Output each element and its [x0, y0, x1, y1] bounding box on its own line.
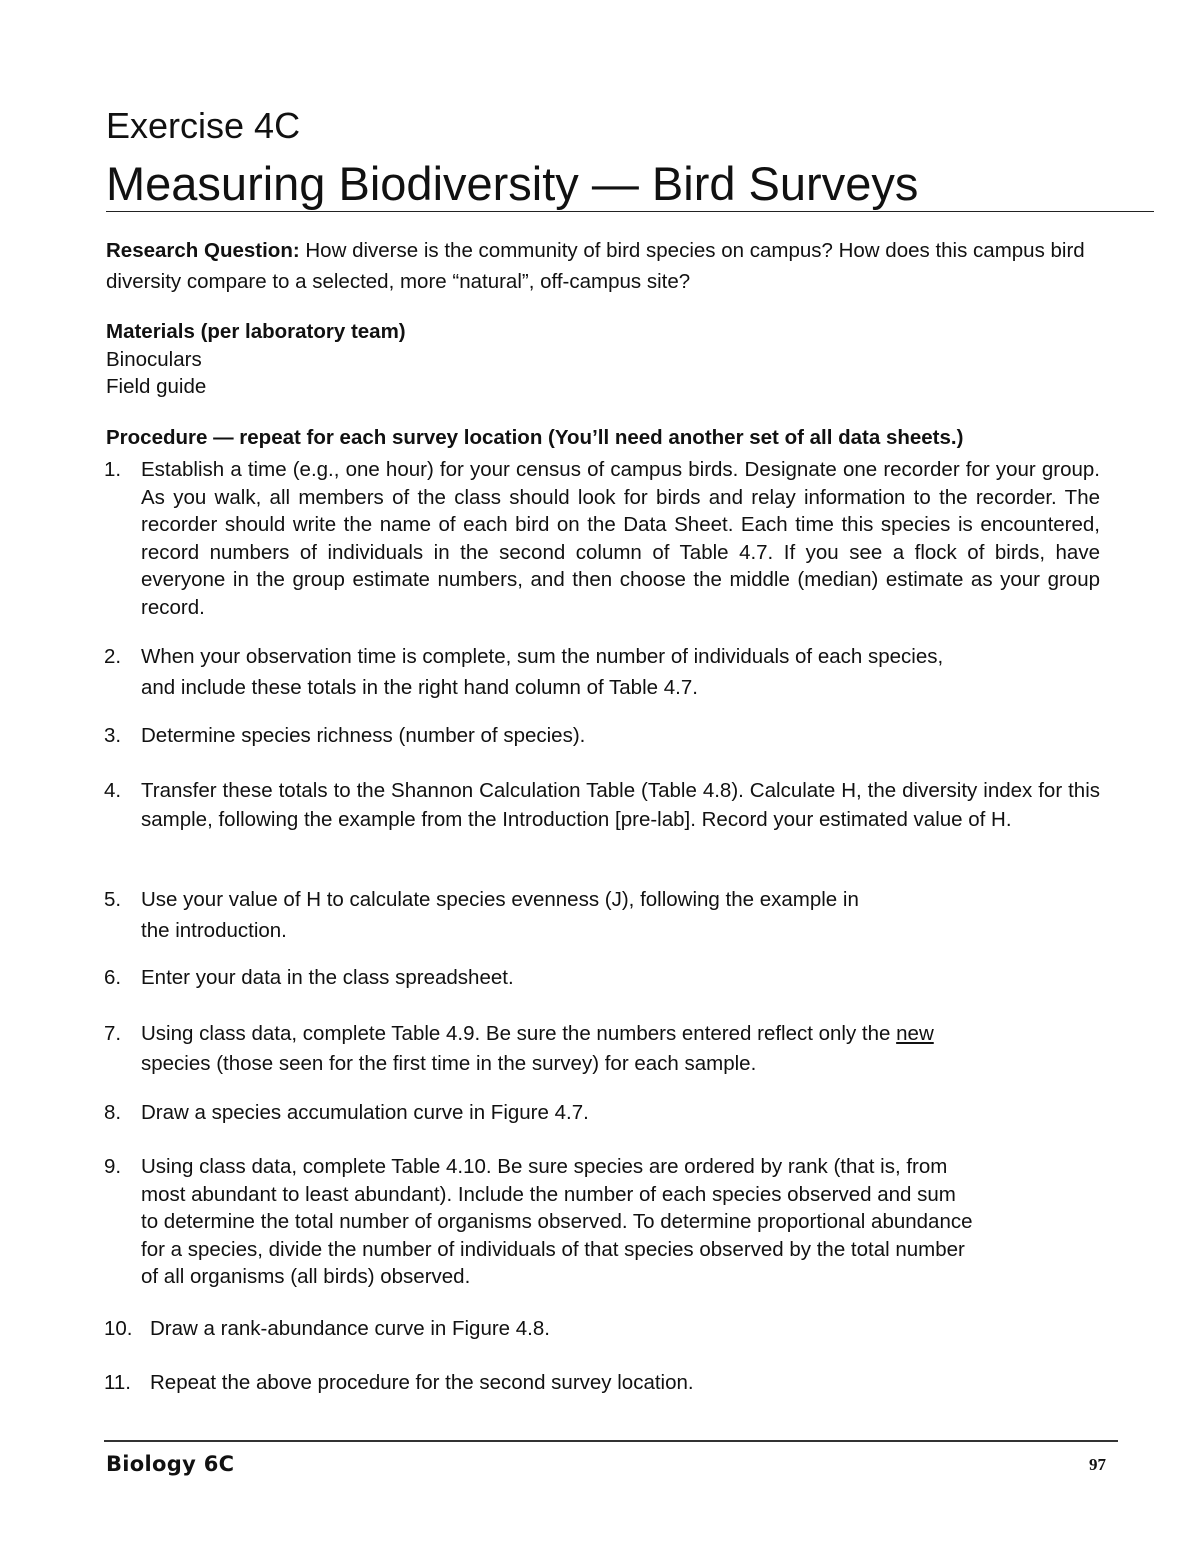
procedure-step	[104, 1369, 1100, 1397]
step-number: 2.	[104, 645, 122, 668]
research-question-text: How diverse is the community of bird species on campus? How does this campus bird diversity compare to a selected, more “natural”, off-campus site?	[106, 239, 1085, 293]
step-text-line: Using class data, complete Table 4.10. Be sure species are ordered by rank (that is, from	[141, 1155, 948, 1178]
step-number: 7.	[104, 1022, 122, 1045]
step-text: Enter your data in the class spreadsheet.	[141, 966, 514, 989]
step-text: Draw a species accumulation curve in Figure 4.7.	[141, 1101, 589, 1124]
exercise-label: Exercise 4C	[106, 105, 301, 146]
step-text: Repeat the above procedure for the second survey location.	[150, 1371, 694, 1394]
step-text-part: species (those seen for the first time in the survey) for each sample.	[141, 1052, 757, 1075]
step-number: 5.	[104, 888, 122, 911]
emphasis-underline: new	[896, 1022, 934, 1045]
procedure-step	[104, 722, 1100, 750]
step-text-line: and include these totals in the right hand column of Table 4.7.	[141, 676, 698, 699]
materials-item: Field guide	[106, 375, 207, 398]
procedure-step	[104, 456, 1100, 621]
step-number: 10.	[104, 1317, 133, 1340]
page-number: 97	[1089, 1455, 1106, 1474]
step-text: Establish a time (e.g., one hour) for your census of campus birds. Designate one recorder for your group. As you walk, all members of the class should look for birds and relay information to the recorder. The recorder should write the name of each bird on the Data Sheet. Each time this species is encountered, record numbers of individuals in the second column of Table 4.7. If you see a flock of birds, have everyone in the group estimate numbers, and then choose the middle (median) estimate as your group record.	[141, 458, 1100, 619]
step-text-line: of all organisms (all birds) observed.	[141, 1265, 471, 1288]
step-number: 8.	[104, 1101, 122, 1124]
step-text-line: Use your value of H to calculate species evenness (J), following the example in	[141, 888, 859, 911]
step-text-line: to determine the total number of organisms observed. To determine proportional abundance	[141, 1210, 973, 1233]
procedure-step	[104, 776, 1100, 834]
footer-divider	[104, 1440, 1118, 1442]
step-text-line: When your observation time is complete, sum the number of individuals of each species,	[141, 645, 944, 668]
page-title: Measuring Biodiversity — Bird Surveys	[106, 157, 919, 210]
step-number: 9.	[104, 1155, 122, 1178]
step-number: 11.	[104, 1371, 131, 1394]
procedure-step	[104, 964, 1100, 992]
step-text: Draw a rank-abundance curve in Figure 4.8.	[150, 1317, 550, 1340]
research-question	[106, 235, 1106, 297]
materials-list	[106, 346, 206, 400]
step-text: Transfer these totals to the Shannon Calculation Table (Table 4.8). Calculate H, the diversity index for this sample, following the example from the Introduction [pre-lab]. Record your estimated value of H.	[141, 779, 1100, 831]
procedure-heading: Procedure — repeat for each survey location (You’ll need another set of all data sheets.)	[106, 426, 964, 449]
materials-item: Binoculars	[106, 348, 202, 371]
procedure-step	[104, 641, 1100, 703]
procedure-step	[104, 1153, 1100, 1291]
step-text-part: Using class data, complete Table 4.9. Be sure the numbers entered reflect only the	[141, 1022, 897, 1045]
step-text: Determine species richness (number of species).	[141, 724, 586, 747]
step-text-line: for a species, divide the number of individuals of that species observed by the total number	[141, 1237, 965, 1261]
footer-course-name: Biology 6C	[106, 1452, 235, 1476]
materials-heading: Materials (per laboratory team)	[106, 320, 406, 343]
title-divider	[106, 211, 1154, 212]
procedure-step	[104, 1315, 1100, 1343]
step-text	[141, 1019, 1100, 1079]
procedure-step	[104, 1099, 1100, 1127]
step-number: 1.	[104, 458, 122, 481]
research-question-label: Research Question:	[106, 239, 300, 262]
step-text-line: the introduction.	[141, 919, 287, 942]
step-text-line: most abundant to least abundant). Include the number of each species observed and sum	[141, 1182, 956, 1206]
step-number: 4.	[104, 779, 122, 802]
step-number: 6.	[104, 966, 122, 989]
procedure-step	[104, 884, 1100, 946]
step-number: 3.	[104, 724, 122, 747]
procedure-step	[104, 1019, 1100, 1079]
